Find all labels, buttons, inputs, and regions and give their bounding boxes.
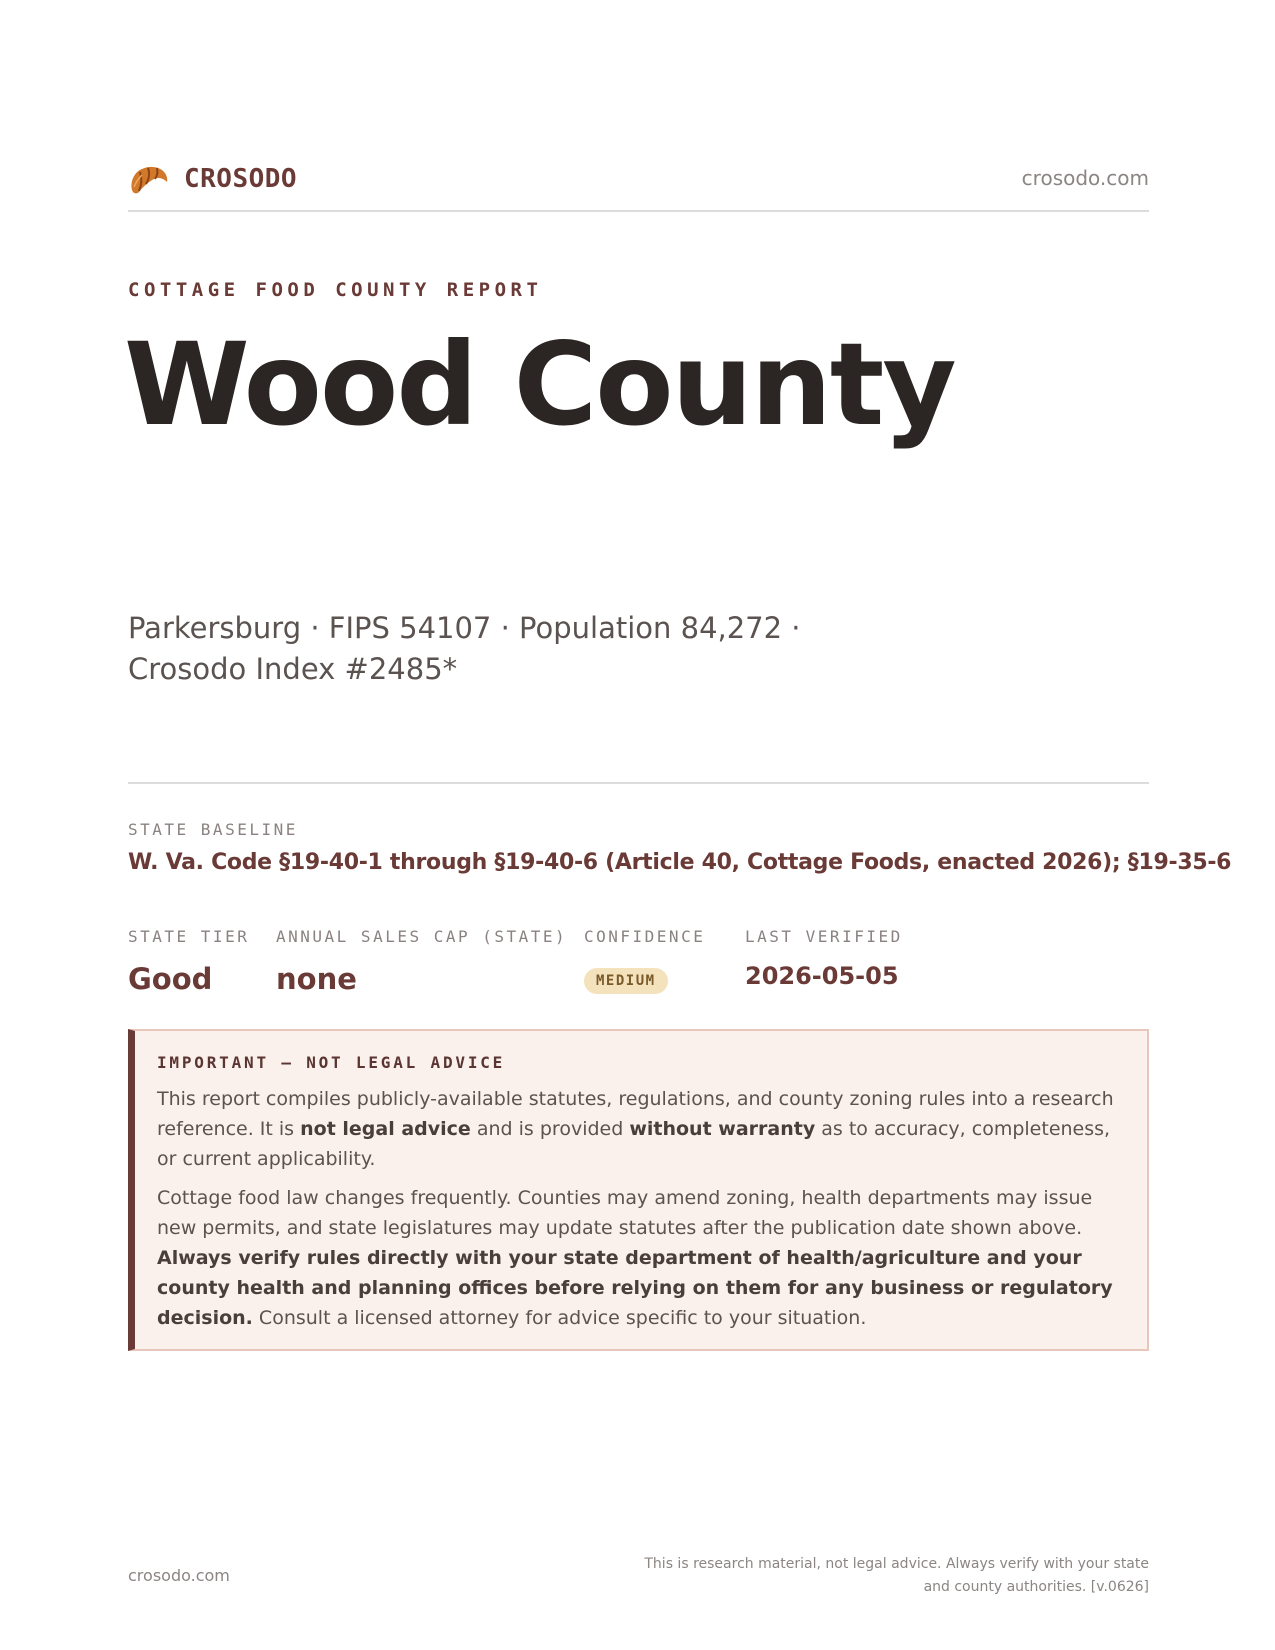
stat-label: LAST VERIFIED xyxy=(745,927,903,946)
brand-name: CROSODO xyxy=(184,164,298,194)
footer-site-url[interactable]: crosodo.com xyxy=(128,1566,230,1585)
stat-value: 2026-05-05 xyxy=(745,962,899,990)
notice-emphasis: Always verify rules directly with your state department of health/agriculture and your county health and planning offices before relying on them for any business or regulatory decision. xyxy=(157,1247,1113,1329)
stat-sales-cap xyxy=(276,927,567,996)
stat-last-verified xyxy=(745,927,903,990)
stat-label: STATE TIER xyxy=(128,927,250,946)
stat-state-tier xyxy=(128,927,249,996)
notice-emphasis: not legal advice xyxy=(300,1118,471,1140)
stat-value: Good xyxy=(128,962,213,996)
notice-text: and is provided xyxy=(470,1118,630,1140)
report-page xyxy=(124,0,1232,1650)
notice-text: as to accuracy, completeness, or current applicability. xyxy=(157,1118,1111,1170)
state-baseline-value: W. Va. Code §19-40-1 through §19-40-6 (Article 40, Cottage Foods, enacted 2026); §19-35-6 xyxy=(128,850,1232,875)
state-baseline-label: STATE BASELINE xyxy=(128,820,298,839)
footer-disclaimer: This is research material, not legal advice. Always verify with your state and county authorities. [v.0626] xyxy=(644,1556,1149,1595)
legal-notice xyxy=(128,1029,1149,1351)
notice-emphasis: without warranty xyxy=(629,1118,816,1140)
notice-paragraph xyxy=(157,1084,1123,1174)
brand[interactable] xyxy=(128,160,297,198)
site-url[interactable]: crosodo.com xyxy=(1021,166,1149,190)
stat-value: none xyxy=(276,962,357,996)
notice-title: IMPORTANT — NOT LEGAL ADVICE xyxy=(157,1053,506,1072)
confidence-badge: MEDIUM xyxy=(584,968,668,994)
report-eyebrow: COTTAGE FOOD COUNTY REPORT xyxy=(128,279,543,301)
stat-label: CONFIDENCE xyxy=(584,927,706,946)
notice-text: This report compiles publicly-available statutes, regulations, and county zoning rules into a research reference. It is xyxy=(157,1088,1114,1140)
section-divider xyxy=(128,782,1149,784)
county-subtitle: Parkersburg · FIPS 54107 · Population 84,272 · Crosodo Index #2485* xyxy=(128,611,801,686)
notice-text: Cottage food law changes frequently. Counties may amend zoning, health departments may issue new permits, and state legislatures may update statutes after the publication date shown above. xyxy=(157,1187,1093,1239)
stat-label: ANNUAL SALES CAP (STATE) xyxy=(276,927,568,946)
notice-paragraph xyxy=(157,1183,1123,1333)
notice-text: Consult a licensed attorney for advice specific to your situation. xyxy=(252,1307,867,1329)
page-header xyxy=(128,158,1149,212)
stat-confidence xyxy=(584,927,705,994)
page-title: Wood County xyxy=(124,318,955,451)
croissant-icon xyxy=(128,160,170,198)
